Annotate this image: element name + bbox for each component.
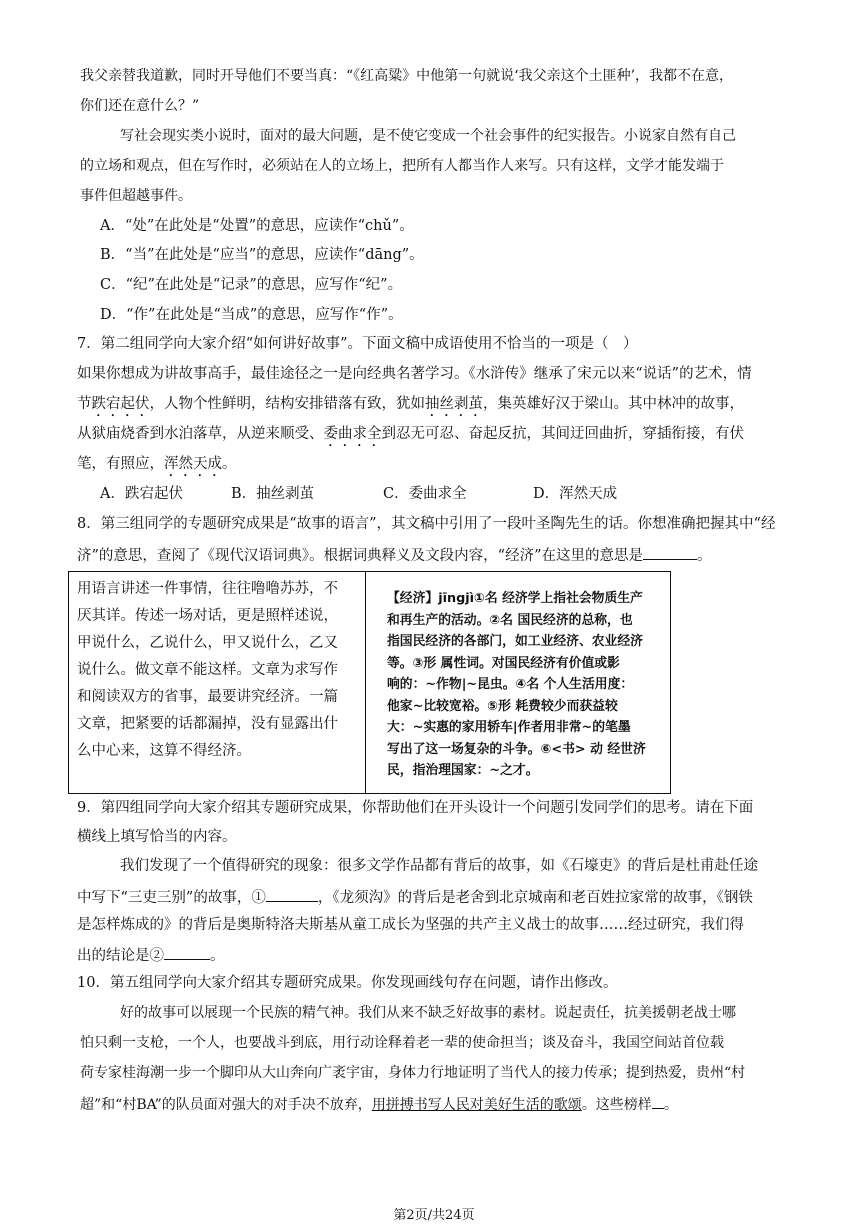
q8-stem: 8．第三组同学的专题研究成果是“故事的语言”，其文稿中引用了一段叶圣陶先生的话。你想准确把握其中“经	[77, 516, 776, 532]
q6-option-b[interactable]: B．“当”在此处是“应当”的意思，应读作“dāng”。	[100, 247, 424, 263]
q9-passage-line: 我们发现了一个值得研究的现象：很多文学作品都有背后的故事，如《石壕吏》的背后是杜甫赴任途	[120, 858, 758, 874]
q9-passage-line: 中写下“三吏三别”的故事，① ，《龙须沟》的背后是老舍到北京城南和老百姓拉家常的故事，《钢铁	[77, 886, 753, 908]
q7-option-b[interactable]: B．抽丝剥茧	[231, 486, 315, 502]
passage-line: 写社会现实类小说时，面对的最大问题，是不使它变成一个社会事件的纪实报告。小说家自然有自己	[120, 128, 736, 144]
quote-cell	[77, 576, 361, 765]
dictionary-line: 写出了这一场复杂的斗争。⑥<书> 动 经世济	[387, 741, 646, 757]
q7-passage-line: 如果你想成为讲故事高手，最佳途径之一是向经典名著学习。《水浒传》继承了宋元以来“说话”的艺术，情	[77, 366, 752, 382]
passage-line: 你们还在意什么？”	[80, 98, 200, 114]
idiom-dotted: 跌宕起伏	[91, 396, 150, 412]
dictionary-line: 【经济】jīngjì①名 经济学上指社会物质生产	[387, 591, 643, 606]
underlined-sentence: 用拼搏书写人民对美好生活的歌颂	[371, 1097, 582, 1113]
q10-passage-line: 怕只剩一支枪，一个人，也要战斗到底，用行动诠释着老一辈的使命担当；谈及奋斗，我国空间站首位载	[80, 1035, 724, 1051]
q7-option-d[interactable]: D．浑然天成	[533, 486, 618, 502]
idiom-dotted: 委曲求全	[323, 426, 382, 442]
answer-blank[interactable]	[643, 544, 697, 560]
quote-line: 说什么。做文章不能这样。文章为求写作	[77, 662, 338, 678]
dictionary-line: 民，指治理国家：~之才。	[387, 763, 539, 778]
q6-option-d[interactable]: D．“作”在此处是“当成”的意思，应写作“作”。	[100, 307, 403, 323]
dictionary-line: 响的：~作物|~昆虫。④名 个人生活用度：	[387, 677, 634, 692]
dictionary-cell	[387, 588, 667, 782]
dictionary-line: 指国民经济的各部门，如工业经济、农业经济	[387, 634, 643, 649]
q7-stem: 7．第二组同学向大家介绍“如何讲好故事”。下面文稿中成语使用不恰当的一项是（ ）	[77, 336, 638, 352]
q10-passage-line: 超”和“村BA”的队员面对强大的对手决不放弃，用拼搏书写人民对美好生活的歌颂。这些榜样 。	[80, 1093, 678, 1115]
passage-line: 我父亲替我道歉，同时开导他们不要当真：“《红高粱》中他第一句就说‘我父亲这个土匪种’，我都不在意，	[80, 68, 734, 84]
q9-stem: 9．第四组同学向大家介绍其专题研究成果，你帮助他们在开头设计一个问题引发同学们的思考。请在下面	[77, 800, 754, 816]
q9-stem: 横线上填写恰当的内容。	[77, 829, 237, 845]
q10-stem: 10．第五组同学向大家介绍其专题研究成果。你发现画线句存在问题，请作出修改。	[77, 975, 618, 991]
quote-line: 文章，把紧要的话都漏掉，没有显露出什	[77, 716, 338, 732]
answer-blank-1[interactable]	[266, 886, 318, 902]
q10-passage-line: 荷专家桂海潮一步一个脚印从大山奔向广袤宇宙，身体力行地证明了当代人的接力传承；提到热爱，贵州“村	[80, 1065, 746, 1081]
q7-passage-line: 节跌宕起伏，人物个性鲜明，结构安排错落有致，犹如抽丝剥茧，集英雄好汉于梁山。其中林冲的故事，	[77, 396, 744, 412]
dictionary-line: 和再生产的活动。②名 国民经济的总称，也	[387, 612, 633, 628]
table-divider	[365, 572, 366, 793]
q7-option-c[interactable]: C．委曲求全	[383, 486, 467, 502]
idiom-dotted: 浑然天成	[164, 456, 222, 472]
idiom-dotted: 抽丝剥茧	[425, 396, 483, 412]
dictionary-line: 等。③形 属性词。对国民经济有价值或影	[387, 655, 620, 671]
q6-option-a[interactable]: A．“处”在此处是“处置”的意思，应读作“chǔ”。	[100, 218, 414, 234]
answer-blank-2[interactable]	[164, 944, 210, 960]
dictionary-line: 他家~比较宽裕。⑤形 耗费较少而获益较	[387, 698, 618, 714]
quote-dictionary-table	[68, 571, 671, 794]
quote-line: 甲说什么，乙说什么，甲又说什么，乙又	[77, 635, 338, 651]
dictionary-line: 大：~实惠的家用轿车|作者用非常~的笔墨	[387, 720, 631, 735]
q8-stem: 济”的意思，查阅了《现代汉语词典》。根据词典释义及文段内容，“经济”在这里的意思是 。	[77, 544, 712, 566]
q6-option-c[interactable]: C．“纪”在此处是“记录”的意思，应写作“纪”。	[100, 277, 403, 293]
answer-blank[interactable]	[652, 1093, 664, 1109]
page-number: 第2页/共24页	[393, 1208, 475, 1223]
q9-passage-line: 出的结论是② 。	[77, 944, 225, 966]
q7-passage-line: 笔，有照应，浑然天成。	[77, 456, 237, 472]
q7-option-a[interactable]: A．跌宕起伏	[100, 486, 183, 502]
quote-line: 么中心来，这算不得经济。	[77, 743, 251, 759]
q10-passage-line: 好的故事可以展现一个民族的精气神。我们从来不缺乏好故事的素材。说起责任，抗美援朝老战士哪	[120, 1005, 736, 1021]
q9-passage-line: 是怎样炼成的》的背后是奥斯特洛夫斯基从童工成长为坚强的共产主义战士的故事……经过研究，我们得	[77, 917, 744, 933]
quote-line: 和阅读双方的省事，最要讲究经济。一篇	[77, 689, 338, 705]
q7-passage-line: 从狱庙烧香到水泊落草，从逆来顺受、委曲求全到忍无可忍、奋起反抗，其间迂回曲折，穿插衔接，有伏	[77, 426, 744, 442]
passage-line: 的立场和观点，但在写作时，必须站在人的立场上，把所有人都当作人来写。只有这样，文学才能发端于	[80, 158, 724, 174]
passage-line: 事件但超越事件。	[80, 188, 192, 204]
quote-line: 用语言讲述一件事情，往往噜噜苏苏，不	[77, 581, 338, 597]
quote-line: 厌其详。传述一场对话，更是照样述说，	[77, 608, 338, 624]
